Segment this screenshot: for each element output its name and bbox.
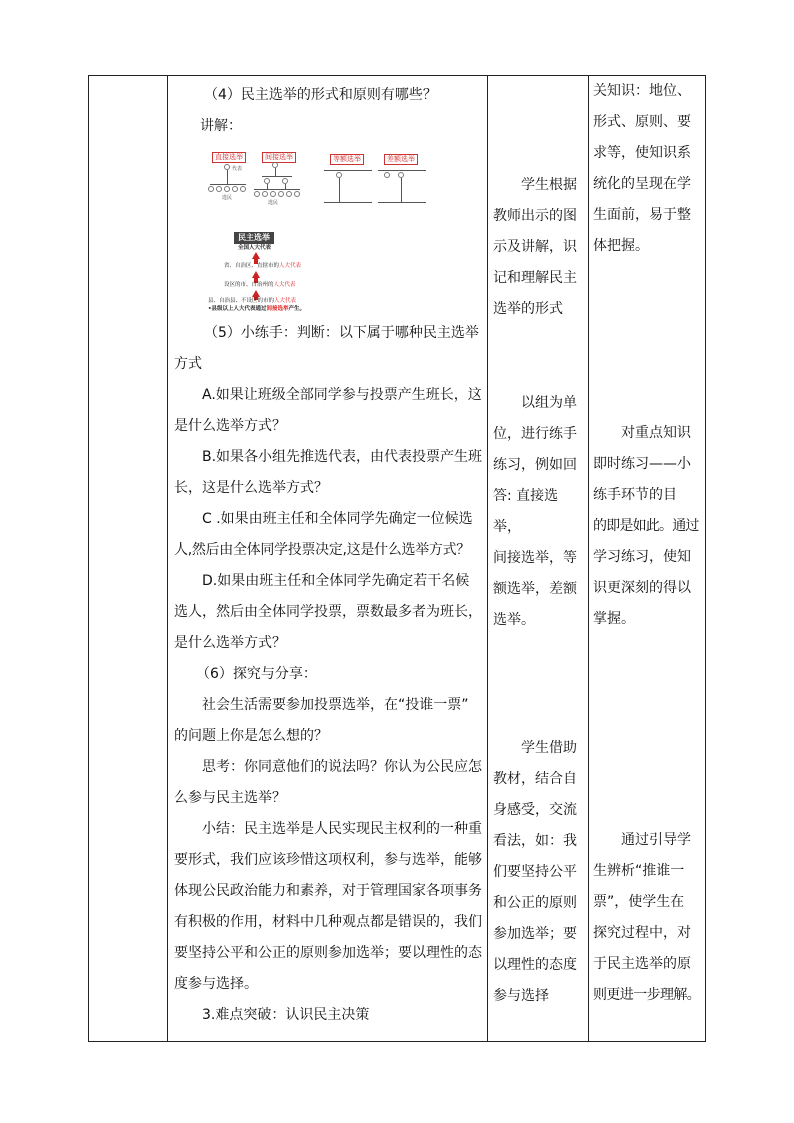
county-level-text: 县、自治县、不设区的市的 bbox=[208, 298, 275, 304]
intent-text-line: 掌握。 bbox=[593, 611, 635, 627]
intent-text-line: 统化的呈现在学 bbox=[593, 176, 691, 192]
explanation-label: 讲解： bbox=[200, 118, 242, 134]
connector bbox=[378, 170, 426, 171]
intent-text-line: 的即是如此。通过 bbox=[593, 518, 699, 534]
city-level-text: 设区的市、自治州的 bbox=[224, 282, 274, 288]
question-6: （6）探究与分享： bbox=[196, 666, 317, 682]
intent-text-line: 通过引导学 bbox=[621, 832, 691, 848]
question-a-line1: A.如果让班级全部同学参与投票产生班长，这 bbox=[202, 387, 482, 403]
voter-figure bbox=[232, 186, 238, 192]
candidate-figure bbox=[384, 172, 390, 178]
student-text-line: 额选举，差额 bbox=[493, 581, 577, 597]
voter-figure bbox=[286, 191, 292, 197]
indirect-note bbox=[208, 306, 305, 313]
think-line1: 思考：你同意他们的说法吗？你认为公民应怎 bbox=[202, 759, 482, 775]
student-text-line: 看法，如：我 bbox=[493, 833, 577, 849]
rep-label: 代表 bbox=[232, 166, 243, 172]
question-d-line3: 是什么选举方式？ bbox=[174, 635, 286, 651]
student-text-line: 教师出示的图 bbox=[493, 208, 577, 224]
up-arrow-icon bbox=[252, 271, 260, 278]
table-right-border bbox=[705, 75, 706, 1042]
student-activity-group-3 bbox=[493, 733, 585, 1012]
provincial-level-text: 省、自治区、直辖市的 bbox=[224, 263, 280, 269]
question-4: （4）民主选举的形式和原则有哪些？ bbox=[204, 87, 437, 103]
voter-figure bbox=[216, 186, 222, 192]
intent-text-line: 即时练习——小 bbox=[593, 456, 691, 472]
intent-text-line: 则更进一步理解。 bbox=[593, 987, 701, 1003]
equal-election-label: 等额选举 bbox=[330, 154, 364, 165]
intent-text-line: 关知识：地位、 bbox=[593, 83, 691, 99]
differential-election-label: 差额选举 bbox=[384, 154, 418, 165]
student-activity-group-1 bbox=[493, 170, 585, 325]
student-text-line: 以组为单 bbox=[521, 395, 577, 411]
question-c-line1: C .如果由班主任和全体同学先确定一位候选 bbox=[202, 511, 473, 527]
county-level-highlight: 人大代表 bbox=[274, 298, 297, 304]
summary-line6: 度参与选择。 bbox=[174, 976, 258, 992]
intent-text-line: 探究过程中，对 bbox=[593, 925, 691, 941]
indirect-note-text: •县级以上人大代表通过 bbox=[208, 306, 267, 312]
national-rep-label: 全国人大代表 bbox=[238, 245, 272, 251]
provincial-level bbox=[224, 263, 301, 270]
question-a-line2: 是什么选举方式？ bbox=[174, 418, 286, 434]
think-line2: 么参与民主选举？ bbox=[174, 790, 286, 806]
question-c-line2: 人,然后由全体同学投票决定,这是什么选举方式？ bbox=[174, 542, 470, 558]
indirect-note-end: 产生。 bbox=[288, 306, 306, 312]
voter-figure bbox=[262, 191, 268, 197]
up-arrow-icon bbox=[252, 252, 260, 259]
student-text-line: 位，进行练手 bbox=[493, 426, 577, 442]
intent-text-line: 学习练习，使知 bbox=[593, 549, 691, 565]
voter-figure bbox=[294, 191, 300, 197]
student-text-line: 学生根据 bbox=[521, 177, 577, 193]
summary-line1: 小结：民主选举是人民实现民主权利的一种重 bbox=[202, 821, 482, 837]
summary-line3: 体现公民政治能力和素养，对于管理国家各项事务 bbox=[174, 883, 482, 899]
difficulty-heading: 3.难点突破：认识民主决策 bbox=[202, 1007, 370, 1023]
design-intent-group-1 bbox=[593, 76, 701, 262]
county-level bbox=[208, 298, 296, 305]
student-text-line: 记和理解民主 bbox=[493, 270, 577, 286]
voter-label: 选民 bbox=[222, 195, 233, 201]
voter-figure bbox=[208, 186, 214, 192]
student-text-line: 身感受，交流 bbox=[493, 802, 577, 818]
voter-figure bbox=[254, 191, 260, 197]
voter-figure bbox=[224, 186, 230, 192]
student-text-line: 教材，结合自 bbox=[493, 771, 577, 787]
voter-figure bbox=[240, 186, 246, 192]
question-5-line2: 方式 bbox=[174, 356, 202, 372]
provincial-level-highlight: 人大代表 bbox=[279, 263, 302, 269]
design-intent-group-3 bbox=[593, 825, 701, 1011]
student-text-line: 示及讲解，识 bbox=[493, 239, 577, 255]
intent-text-line: 生面前，易于整 bbox=[593, 207, 691, 223]
student-text-line: 们要坚持公平 bbox=[493, 864, 577, 880]
column-divider-1 bbox=[167, 75, 168, 1042]
connector bbox=[339, 178, 340, 202]
table-bottom-border bbox=[88, 1041, 706, 1042]
connector bbox=[324, 202, 372, 203]
connector bbox=[275, 168, 276, 176]
city-level-highlight: 人大代表 bbox=[273, 282, 296, 288]
summary-line4: 有积极的作用，材料中几种观点都是错误的，我们 bbox=[174, 914, 482, 930]
student-text-line: 和公正的原则 bbox=[493, 895, 577, 911]
intent-text-line: 票”，使学生在 bbox=[593, 894, 685, 910]
design-intent-group-2 bbox=[593, 418, 701, 635]
student-text-line: 选举。 bbox=[493, 612, 535, 628]
student-text-line: 答: 直接选举， bbox=[493, 488, 559, 535]
intent-text-line: 对重点知识 bbox=[621, 425, 691, 441]
share-line1: 社会生活需要参加投票选举，在“投谁一票” bbox=[202, 697, 469, 713]
voter-label: 选民 bbox=[268, 200, 279, 206]
election-forms-diagram bbox=[206, 148, 436, 318]
share-line2: 的问题上你是怎么想的？ bbox=[174, 728, 328, 744]
student-text-line: 间接选举，等 bbox=[493, 550, 577, 566]
democratic-election-title: 民主选举 bbox=[234, 232, 274, 244]
question-b-line1: B.如果各小组先推选代表，由代表投票产生班 bbox=[202, 449, 483, 465]
column-divider-2 bbox=[487, 75, 488, 1042]
student-text-line: 以理性的态度 bbox=[493, 957, 577, 973]
intent-text-line: 生辨析“推谁一 bbox=[593, 863, 685, 879]
intent-text-line: 形式、原则、要 bbox=[593, 114, 691, 130]
intent-text-line: 体把握。 bbox=[593, 238, 649, 254]
connector bbox=[210, 184, 246, 185]
voter-figure bbox=[270, 191, 276, 197]
connector bbox=[254, 189, 300, 190]
summary-line5: 要坚持公平和公正的原则参加选举；要以理性的态 bbox=[174, 945, 482, 961]
summary-line2: 要形式，我们应该珍惜这项权利，参与选举，能够 bbox=[174, 852, 482, 868]
connector bbox=[262, 176, 292, 177]
column-divider-3 bbox=[588, 75, 589, 1042]
connector bbox=[378, 202, 426, 203]
connector bbox=[401, 178, 402, 202]
question-b-line2: 长，这是什么选举方式？ bbox=[174, 480, 328, 496]
connector bbox=[324, 170, 372, 171]
indirect-election-label: 间接选举 bbox=[262, 152, 296, 163]
student-text-line: 参加选举；要 bbox=[493, 926, 577, 942]
student-text-line: 参与选择 bbox=[493, 988, 549, 1004]
intent-text-line: 求等，使知识系 bbox=[593, 145, 691, 161]
indirect-note-highlight: 间接选举 bbox=[266, 306, 289, 312]
student-text-line: 学生借助 bbox=[521, 740, 577, 756]
intent-text-line: 识更深刻的得以 bbox=[593, 580, 691, 596]
question-5-line1: （5）小练手：判断：以下属于哪种民主选举 bbox=[204, 325, 479, 341]
intent-text-line: 练手环节的目 bbox=[593, 487, 677, 503]
voter-figure bbox=[278, 191, 284, 197]
intent-text-line: 于民主选举的原 bbox=[593, 956, 691, 972]
direct-election-label: 直接选举 bbox=[212, 152, 246, 163]
table-left-border bbox=[88, 75, 89, 1042]
student-text-line: 选举的形式 bbox=[493, 301, 563, 317]
student-text-line: 练习，例如回 bbox=[493, 457, 577, 473]
student-activity-group-2 bbox=[493, 388, 585, 636]
connector bbox=[227, 170, 228, 184]
up-arrow-icon bbox=[252, 290, 260, 297]
question-d-line1: D.如果由班主任和全体同学先确定若干名候 bbox=[202, 573, 470, 589]
question-d-line2: 选人，然后由全体同学投票，票数最多者为班长， bbox=[174, 604, 482, 620]
city-level bbox=[224, 282, 296, 289]
